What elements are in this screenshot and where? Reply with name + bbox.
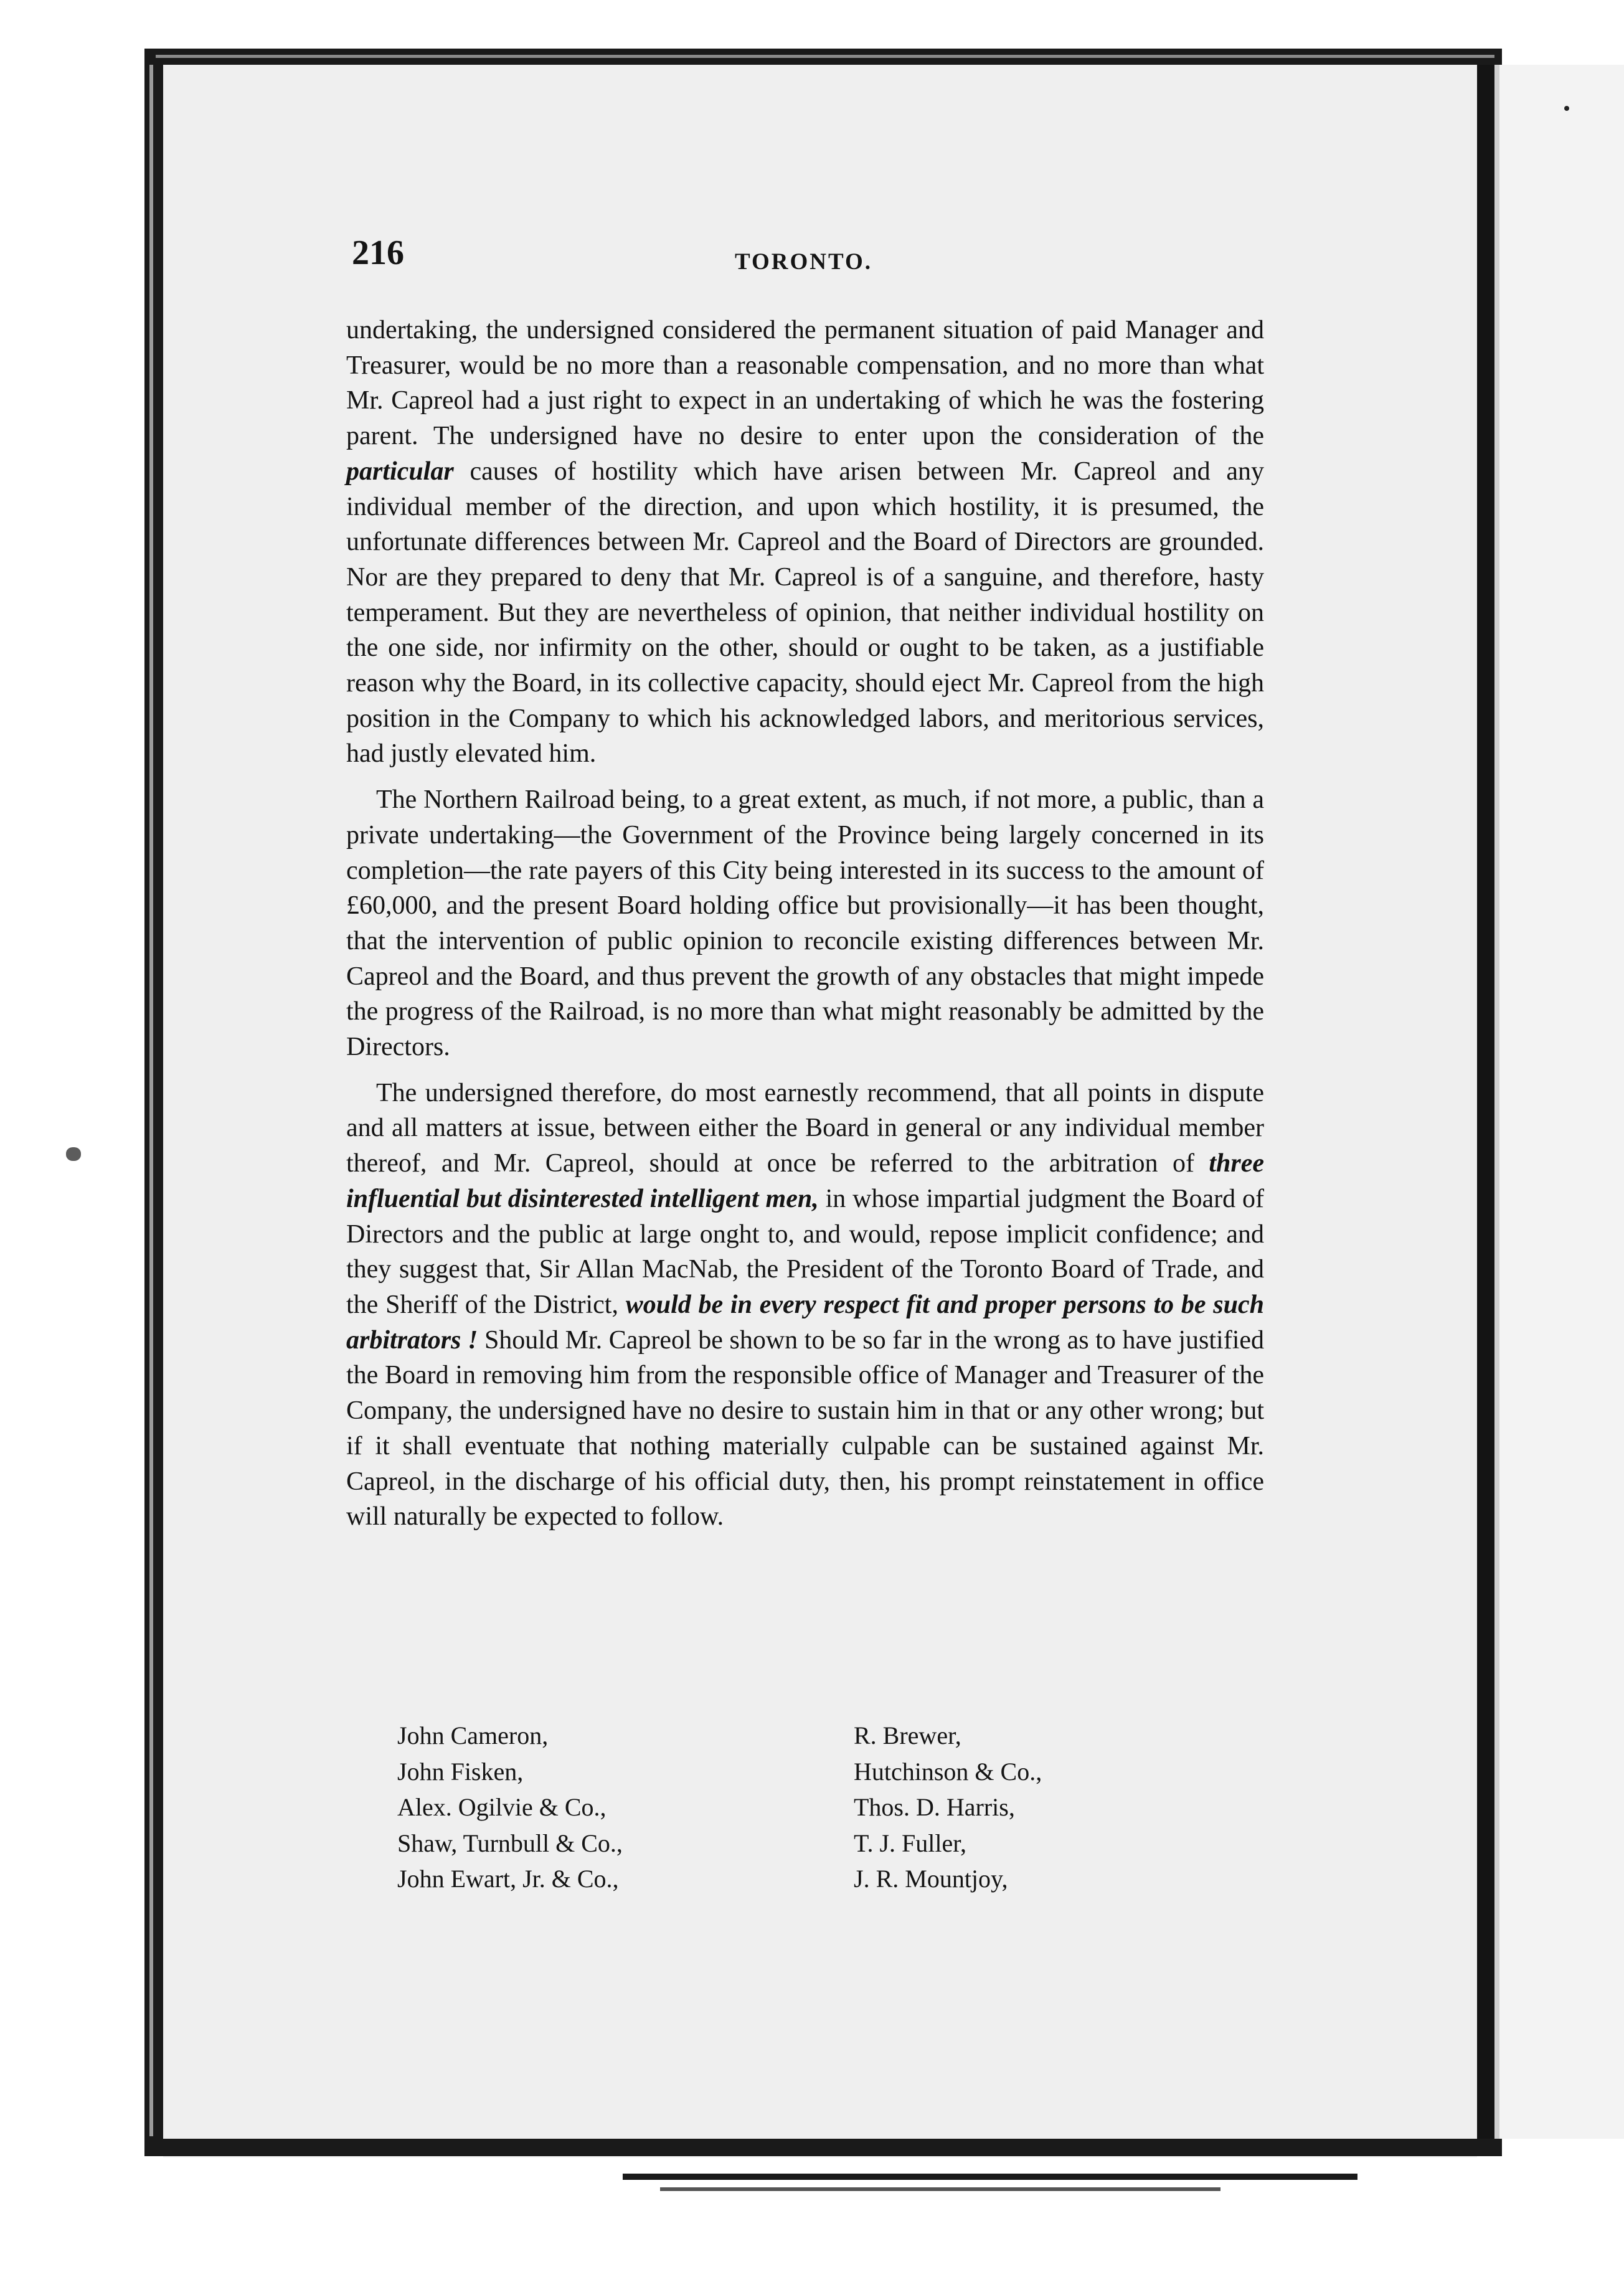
signatory: John Cameron, (397, 1721, 549, 1749)
signatory: T. J. Fuller, (854, 1829, 966, 1857)
running-title: TORONTO. (735, 249, 873, 275)
signatory: Shaw, Turnbull & Co., (397, 1829, 623, 1857)
bottom-edge-strip-secondary (660, 2187, 1220, 2191)
signatures-right-column (854, 1718, 1178, 1897)
paragraph-1-text-b: causes of hostility which have arisen between Mr. Capreol and any individual member of the direction, and upon which hostility, it is presumed, the unfortunate differences between Mr. Capreol and the Board of Directors are grounded. Nor are they prepared to deny that Mr. Capreol is of a sanguine, and therefore, hasty temperament. But they are nevertheless of opinion, that neither individual hostility on the one side, nor infirmity on the other, should or ought to be taken, as a justifiable reason why the Board, in its collective capacity, should eject Mr. Capreol from the high position in the Company to which his acknowledged labors, and meritorious services, had justly elevated him. (346, 457, 1264, 769)
bottom-edge-strip (623, 2174, 1357, 2180)
paragraph-1-text-a: undertaking, the undersigned considered the permanent situation of paid Manager and Treasurer, would be no more than a reasonable compensation, and no more than what Mr. Capreol had a just right to expect in an undertaking of which he was the fostering parent. The undersigned have no desire to enter upon the consideration of the (346, 316, 1264, 451)
signatory: Hutchinson & Co., (854, 1757, 1042, 1786)
signatures-left-column (397, 1718, 783, 1897)
margin-smudge (66, 1147, 81, 1161)
signatory: John Fisken, (397, 1757, 524, 1786)
paragraph-1 (346, 313, 1264, 772)
signatory: Thos. D. Harris, (854, 1793, 1015, 1821)
binding-gutter-edge (1494, 65, 1499, 2139)
paragraph-3 (346, 1076, 1264, 1535)
ink-speck (1564, 106, 1569, 111)
paragraph-2: The Northern Railroad being, to a great extent, as much, if not more, a public, than a private undertaking—the Government of the Province being largely concerned in its completion—the rate payers of this City being interested in its success to the amount of £60,000, and the present Board holding office but provisionally—it has been thought, that the intervention of public opinion to reconcile existing differences between Mr. Capreol and the Board, and thus prevent the growth of any obstacles that might impede the progress of the Railroad, is no more than what might reasonably be admitted by the Directors. (346, 785, 1264, 1062)
paragraph-3-emphasis-1: three influential but disinterested intelligent men, (346, 1149, 1264, 1213)
scan-frame-bottom (144, 2139, 1502, 2156)
page-number: 216 (352, 234, 404, 272)
scan-frame-top-inner (156, 55, 1494, 58)
signatory: J. R. Mountjoy, (854, 1865, 1008, 1893)
signatory: R. Brewer, (854, 1721, 961, 1749)
body-text (346, 313, 1264, 1545)
binding-gutter (1477, 65, 1494, 2139)
next-page-edge (1499, 65, 1624, 2139)
scan-frame-left-inner (149, 62, 153, 2136)
paragraph-3-text-a: The undersigned therefore, do most earnestly recommend, that all points in dispute and all matters at issue, between either the Board in general or any individual member thereof, and Mr. Capreol, should at once be referred to the arbitration of (346, 1078, 1264, 1178)
paragraph-3-emphasis-2: would be in every respect fit and proper persons to be such arbitrators ! (346, 1290, 1264, 1355)
paragraph-3-text-c: Should Mr. Capreol be shown to be so far in the wrong as to have justified the Board in removing him from the responsible office of Manager and Treasurer of the Company, the undersigned have no desire to sustain him in that or any other wrong; but if it shall eventuate that nothing materially culpable can be sustained against Mr. Capreol, in the discharge of his official duty, then, his prompt reinstatement in office will naturally be expected to follow. (346, 1325, 1264, 1531)
signatory: John Ewart, Jr. & Co., (397, 1865, 619, 1893)
paragraph-3-text-b: in whose impartial judgment the Board of Directors and the public at large onght to, and would, repose implicit confidence; and they suggest that, Sir Allan MacNab, the President of the Toronto Board of Trade, and the Sheriff of the District, (346, 1184, 1264, 1319)
paragraph-1-emphasis: particular (346, 457, 454, 486)
scan-frame-left (144, 49, 163, 2154)
signatory: Alex. Ogilvie & Co., (397, 1793, 607, 1821)
